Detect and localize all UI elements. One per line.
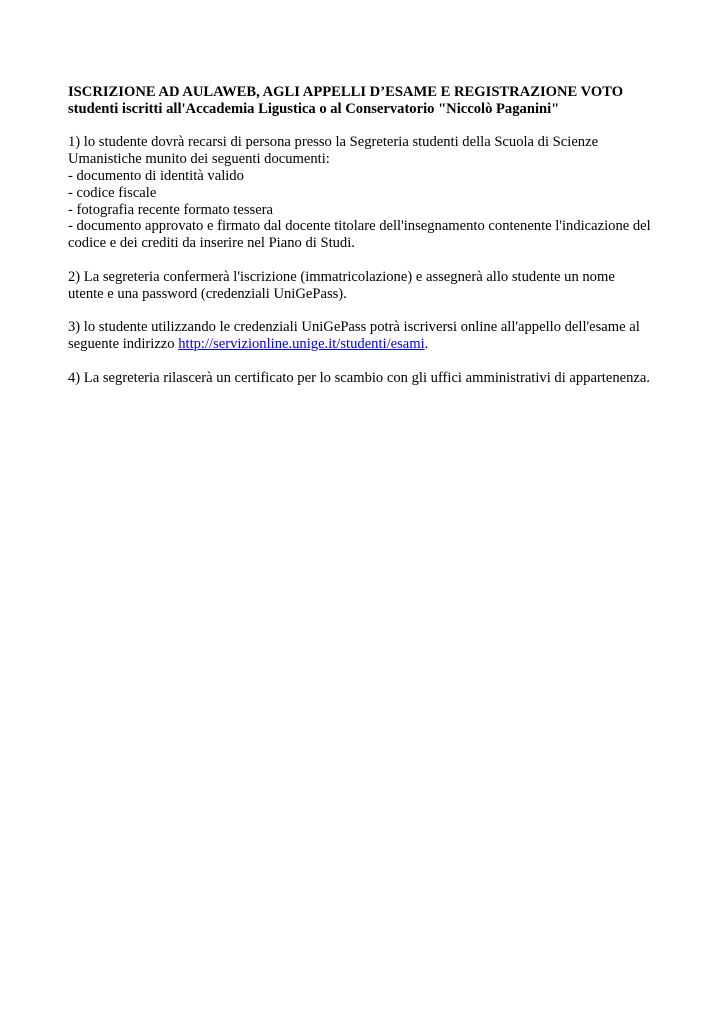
paragraph-1-line-2: Umanistiche munito dei seguenti documenti: [68,151,330,168]
paragraph-3-line-2 [68,336,668,353]
paragraph-2-line-1: 2) La segreteria confermerà l'iscrizione (immatricolazione) e assegnerà allo studente un nome [68,268,615,285]
paragraph-1 [68,134,668,252]
link-prefix-text: seguente indirizzo [68,335,179,352]
paragraph-2 [68,269,668,303]
paragraph-4 [68,370,668,387]
paragraph-3 [68,319,668,353]
title-line-1: ISCRIZIONE AD AULAWEB, AGLI APPELLI D’ESAME E REGISTRAZIONE VOTO [68,84,624,100]
list-item: - codice fiscale [68,184,157,201]
paragraph-4-line-1: 4) La segreteria rilascerà un certificato per lo scambio con gli uffici amministrativi di appartenenza. [68,369,651,386]
title-line-2: studenti iscritti all'Accademia Ligustica o al Conservatorio "Niccolò Paganini" [68,100,560,117]
paragraph-3-line-1: 3) lo studente utilizzando le credenziali UniGePass potrà iscriversi online all'appello dell'esame al [68,319,640,336]
document-body [68,84,668,386]
list-item: - documento approvato e firmato dal docente titolare dell'insegnamento contenente l'indicazione del [68,218,651,235]
list-item: - fotografia recente formato tessera [68,201,274,218]
link-suffix-text: . [424,335,429,352]
list-item: - documento di identità valido [68,167,244,184]
exam-registration-link[interactable]: http://servizionline.unige.it/studenti/esami [178,335,425,352]
paragraph-2-line-2: utente e una password (credenziali UniGePass). [68,285,347,302]
list-item-continuation: codice e dei crediti da inserire nel Piano di Studi. [68,235,355,252]
document-title [68,84,668,118]
paragraph-1-line-1: 1) lo studente dovrà recarsi di persona presso la Segreteria studenti della Scuola di Scienze [68,134,599,151]
